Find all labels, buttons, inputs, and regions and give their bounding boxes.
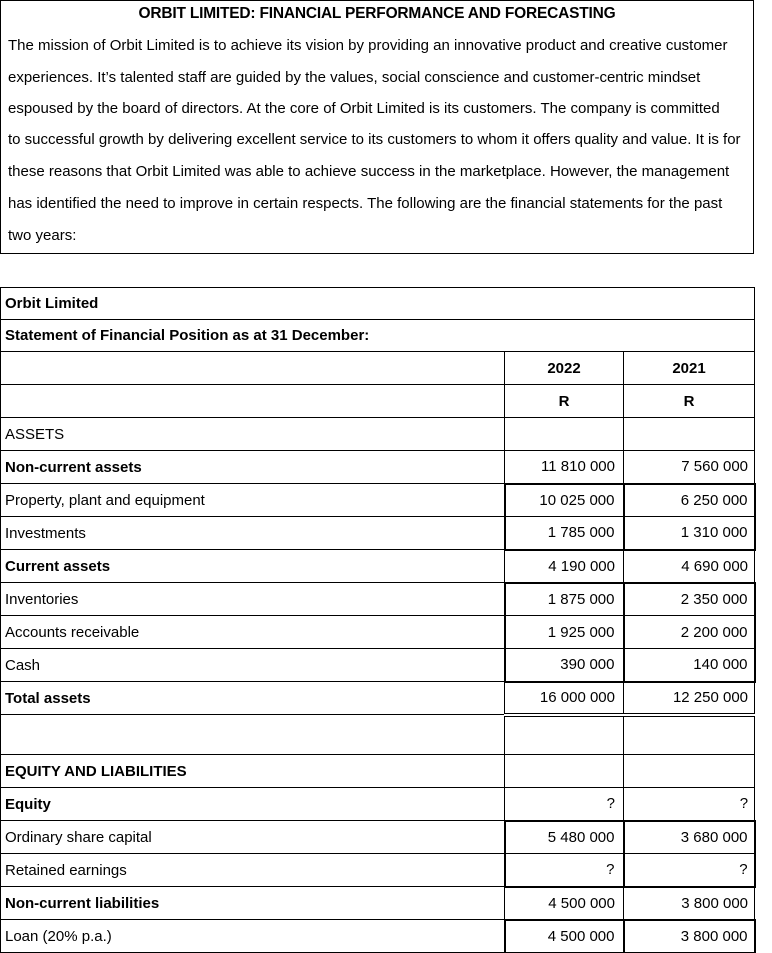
value-2022: 10 025 000 bbox=[505, 484, 624, 517]
assets-heading: ASSETS bbox=[1, 418, 505, 451]
table-row bbox=[1, 583, 755, 616]
table-row bbox=[1, 854, 755, 887]
row-label: Investments bbox=[1, 517, 505, 550]
equity-liabilities-heading: EQUITY AND LIABILITIES bbox=[1, 755, 505, 788]
table-row bbox=[1, 788, 755, 821]
table-row bbox=[1, 550, 755, 583]
value-2021: ? bbox=[624, 788, 755, 821]
table-row bbox=[1, 288, 755, 320]
table-row bbox=[1, 821, 755, 854]
table-row bbox=[1, 320, 755, 352]
table-row bbox=[1, 887, 755, 920]
value-2022: 5 480 000 bbox=[505, 821, 624, 854]
year-header-2022: 2022 bbox=[505, 352, 624, 385]
row-label: Current assets bbox=[1, 550, 505, 583]
table-row bbox=[1, 352, 755, 385]
value-2021: 12 250 000 bbox=[624, 682, 755, 715]
row-label: Accounts receivable bbox=[1, 616, 505, 649]
intro-paragraph-line: espoused by the board of directors. At the core of Orbit Limited is its customers. The company is committed bbox=[8, 100, 720, 117]
intro-paragraph-line: to successful growth by delivering excellent service to its customers to whom it offers quality and value. It is for bbox=[8, 131, 741, 148]
row-label: Retained earnings bbox=[1, 854, 505, 887]
value-2022: 390 000 bbox=[505, 649, 624, 682]
year-header-2021: 2021 bbox=[624, 352, 755, 385]
row-label: Non-current liabilities bbox=[1, 887, 505, 920]
intro-paragraph-line: The mission of Orbit Limited is to achieve its vision by providing an innovative product and creative customer bbox=[8, 37, 728, 54]
intro-paragraph-line: has identified the need to improve in certain respects. The following are the financial statements for the past bbox=[8, 195, 723, 212]
intro-paragraph-line: two years: bbox=[8, 227, 77, 244]
table-row bbox=[1, 385, 755, 418]
table-row bbox=[1, 715, 755, 755]
unit-header-2021: R bbox=[624, 385, 755, 418]
row-label: Total assets bbox=[1, 682, 505, 715]
table-row bbox=[1, 418, 755, 451]
value-2022: 4 500 000 bbox=[505, 887, 624, 920]
table-row bbox=[1, 682, 755, 715]
value-2021: 4 690 000 bbox=[624, 550, 755, 583]
table-row bbox=[1, 649, 755, 682]
table-row bbox=[1, 616, 755, 649]
table-row bbox=[1, 755, 755, 788]
value-2021: ? bbox=[624, 854, 755, 887]
value-2022: 16 000 000 bbox=[505, 682, 624, 715]
document-title: ORBIT LIMITED: FINANCIAL PERFORMANCE AND FORECASTING bbox=[138, 5, 616, 22]
table-row bbox=[1, 517, 755, 550]
intro-paragraph-line: experiences. It’s talented staff are guided by the values, social conscience and customer-centric mindset bbox=[8, 69, 701, 86]
row-label: Equity bbox=[1, 788, 505, 821]
table-row bbox=[1, 484, 755, 517]
company-name: Orbit Limited bbox=[1, 288, 755, 320]
row-label: Cash bbox=[1, 649, 505, 682]
row-label: Inventories bbox=[1, 583, 505, 616]
table-row bbox=[1, 920, 755, 953]
row-label: Non-current assets bbox=[1, 451, 505, 484]
value-2021: 6 250 000 bbox=[624, 484, 755, 517]
value-2021: 3 800 000 bbox=[624, 920, 755, 953]
value-2022: 4 190 000 bbox=[505, 550, 624, 583]
intro-section bbox=[0, 0, 754, 254]
unit-header-2022: R bbox=[505, 385, 624, 418]
value-2022: 1 785 000 bbox=[505, 517, 624, 550]
row-label: Loan (20% p.a.) bbox=[1, 920, 505, 953]
row-label: Ordinary share capital bbox=[1, 821, 505, 854]
statement-title: Statement of Financial Position as at 31 December: bbox=[1, 320, 755, 352]
row-label: Property, plant and equipment bbox=[1, 484, 505, 517]
value-2022: 1 875 000 bbox=[505, 583, 624, 616]
table-row bbox=[1, 451, 755, 484]
value-2021: 140 000 bbox=[624, 649, 755, 682]
intro-paragraph-line: these reasons that Orbit Limited was able to achieve success in the marketplace. However, the management bbox=[8, 163, 730, 180]
value-2021: 3 800 000 bbox=[624, 887, 755, 920]
value-2021: 2 200 000 bbox=[624, 616, 755, 649]
value-2021: 2 350 000 bbox=[624, 583, 755, 616]
value-2022: ? bbox=[505, 788, 624, 821]
value-2022: 1 925 000 bbox=[505, 616, 624, 649]
value-2022: 11 810 000 bbox=[505, 451, 624, 484]
value-2021: 3 680 000 bbox=[624, 821, 755, 854]
value-2021: 7 560 000 bbox=[624, 451, 755, 484]
financial-position-table bbox=[0, 287, 756, 953]
value-2022: 4 500 000 bbox=[505, 920, 624, 953]
value-2021: 1 310 000 bbox=[624, 517, 755, 550]
value-2022: ? bbox=[505, 854, 624, 887]
